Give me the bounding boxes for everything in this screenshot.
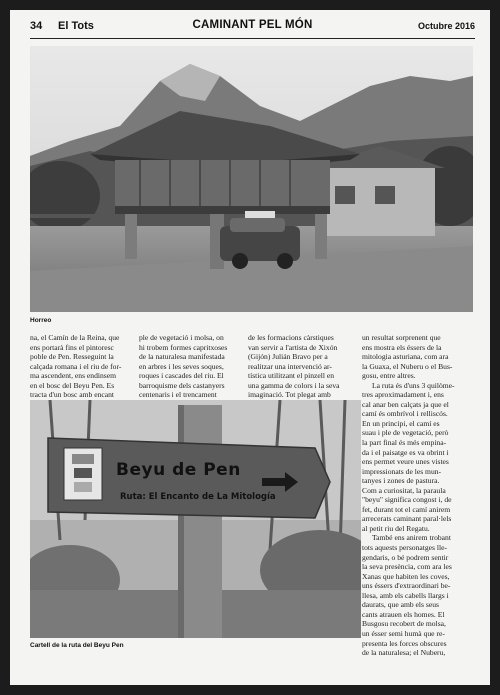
text-line: tística utilitzant el pinzell en bbox=[248, 371, 335, 381]
text-line: en el bosc del Beyu Pen. Es bbox=[30, 380, 115, 390]
page-number: 34 bbox=[30, 20, 43, 32]
text-column-3 bbox=[248, 333, 356, 400]
text-column-1 bbox=[30, 333, 135, 400]
text-line: la part final és més empina- bbox=[362, 438, 447, 448]
text-line: una gamma de colors i la seva bbox=[248, 380, 340, 390]
text-line: na, el Camín de la Reina, que bbox=[30, 333, 120, 342]
text-line: un resultat sorprenent que bbox=[362, 333, 441, 342]
text-line: gendaris, o bé podrem sentir bbox=[362, 552, 449, 562]
text-column-2 bbox=[139, 333, 244, 400]
text-line: ens permet veure unes vistes bbox=[362, 457, 449, 467]
text-line: ple de vegetació i molsa, on bbox=[139, 333, 224, 342]
text-line: Xanas que habiten les coves, bbox=[362, 571, 450, 581]
horreo-caption: Horreo bbox=[30, 317, 52, 324]
section-title: CAMINANT PEL MÓN bbox=[192, 19, 313, 31]
sign-subtitle: Ruta: El Encanto de La Mitología bbox=[120, 492, 276, 502]
issue-date: Octubre 2016 bbox=[417, 21, 475, 31]
text-line: daurats, que amb els seus bbox=[362, 600, 439, 610]
text-line: tracta d'un bosc amb encant bbox=[30, 390, 115, 400]
text-line: En un principi, el camí es bbox=[362, 418, 440, 428]
sign-title: Beyu de Pen bbox=[116, 460, 241, 480]
page-header bbox=[30, 18, 475, 39]
text-line: cal anar ben calçats ja que el bbox=[362, 399, 449, 409]
sign-caption: Cartell de la ruta del Beyu Pen bbox=[30, 642, 124, 649]
text-line: centenaris i el trencament bbox=[139, 390, 217, 400]
text-line: imaginació. Tot plegat amb bbox=[248, 390, 331, 400]
text-line: realitzar una intervenció ar- bbox=[248, 361, 332, 371]
text-line: La ruta és d'uns 3 quilòme- bbox=[372, 380, 455, 390]
text-line: cants atrauen els homes. El bbox=[362, 609, 445, 619]
text-line: ens portarà fins el pintoresc bbox=[30, 342, 114, 352]
text-line: presenta les forces obscures bbox=[362, 638, 447, 648]
text-line: fet, durant tot el camí anirem bbox=[362, 504, 451, 514]
text-line: barroquisme dels castanyers bbox=[139, 380, 225, 390]
text-line: impressionats de les mun- bbox=[362, 466, 442, 476]
text-line: de la naturalesa manifestada bbox=[139, 352, 225, 362]
text-line: mitologia asturiana, com ara bbox=[362, 352, 449, 362]
text-line: de la naturalesa; el Nuberu, bbox=[362, 648, 446, 658]
text-line: un ésser semi humà que re- bbox=[362, 628, 445, 638]
text-line: Busgosu recobert de molsa, bbox=[362, 619, 446, 629]
text-line: uns éssers d'extraordinari be- bbox=[362, 581, 451, 591]
text-line: (Gijón) Julián Bravo per a bbox=[248, 352, 328, 362]
publication-name: El Tots bbox=[58, 20, 94, 32]
text-line: gosu, entre altres. bbox=[362, 371, 416, 381]
beyu-pen-sign-photo bbox=[30, 400, 361, 638]
text-line: tres aproximadament i, ens bbox=[362, 390, 444, 400]
text-line: en arbres i les seves soques, bbox=[139, 361, 224, 371]
text-line: arrecerats caminant paral·lels bbox=[362, 514, 452, 524]
text-line: calçada romana i el riu de for- bbox=[30, 361, 122, 371]
text-line: poble de Pen. Resseguint la bbox=[30, 352, 114, 362]
text-line: la seva presència, com ara les bbox=[362, 562, 452, 572]
text-line: de les formacions càrstiques bbox=[248, 333, 334, 342]
text-line: "beyu" significa congost i, de bbox=[362, 495, 452, 505]
text-line: ma ascendent, ens endinsem bbox=[30, 371, 117, 381]
text-line: la Guaxa, el Nuberu o el Bus- bbox=[362, 361, 453, 371]
text-line: al petit riu del Regatu. bbox=[362, 523, 430, 533]
text-line: suau i ple de vegetació, però bbox=[362, 428, 449, 438]
text-line: tanyes i zones de pastura. bbox=[362, 476, 440, 486]
text-line: da i el paisatge es va obrint i bbox=[362, 447, 449, 457]
text-line: van servir a l'artista de Xixón bbox=[248, 342, 338, 352]
text-line: Com a curiositat, la paraula bbox=[362, 485, 446, 495]
text-line: llesa, amb els cabells llargs i bbox=[362, 590, 449, 600]
text-line: camí és ombrívol i relliscós. bbox=[362, 409, 448, 419]
text-line: hi trobem formes capritxoses bbox=[139, 342, 228, 352]
text-line: ens mostra els éssers de la bbox=[362, 342, 442, 352]
text-line: roques i cascades del riu. El bbox=[139, 371, 224, 381]
text-line: També ens anirem trobant bbox=[372, 533, 451, 543]
horreo-photo bbox=[30, 46, 473, 312]
text-column-4 bbox=[362, 333, 473, 658]
text-line: tots aquests personatges lle- bbox=[362, 543, 447, 553]
